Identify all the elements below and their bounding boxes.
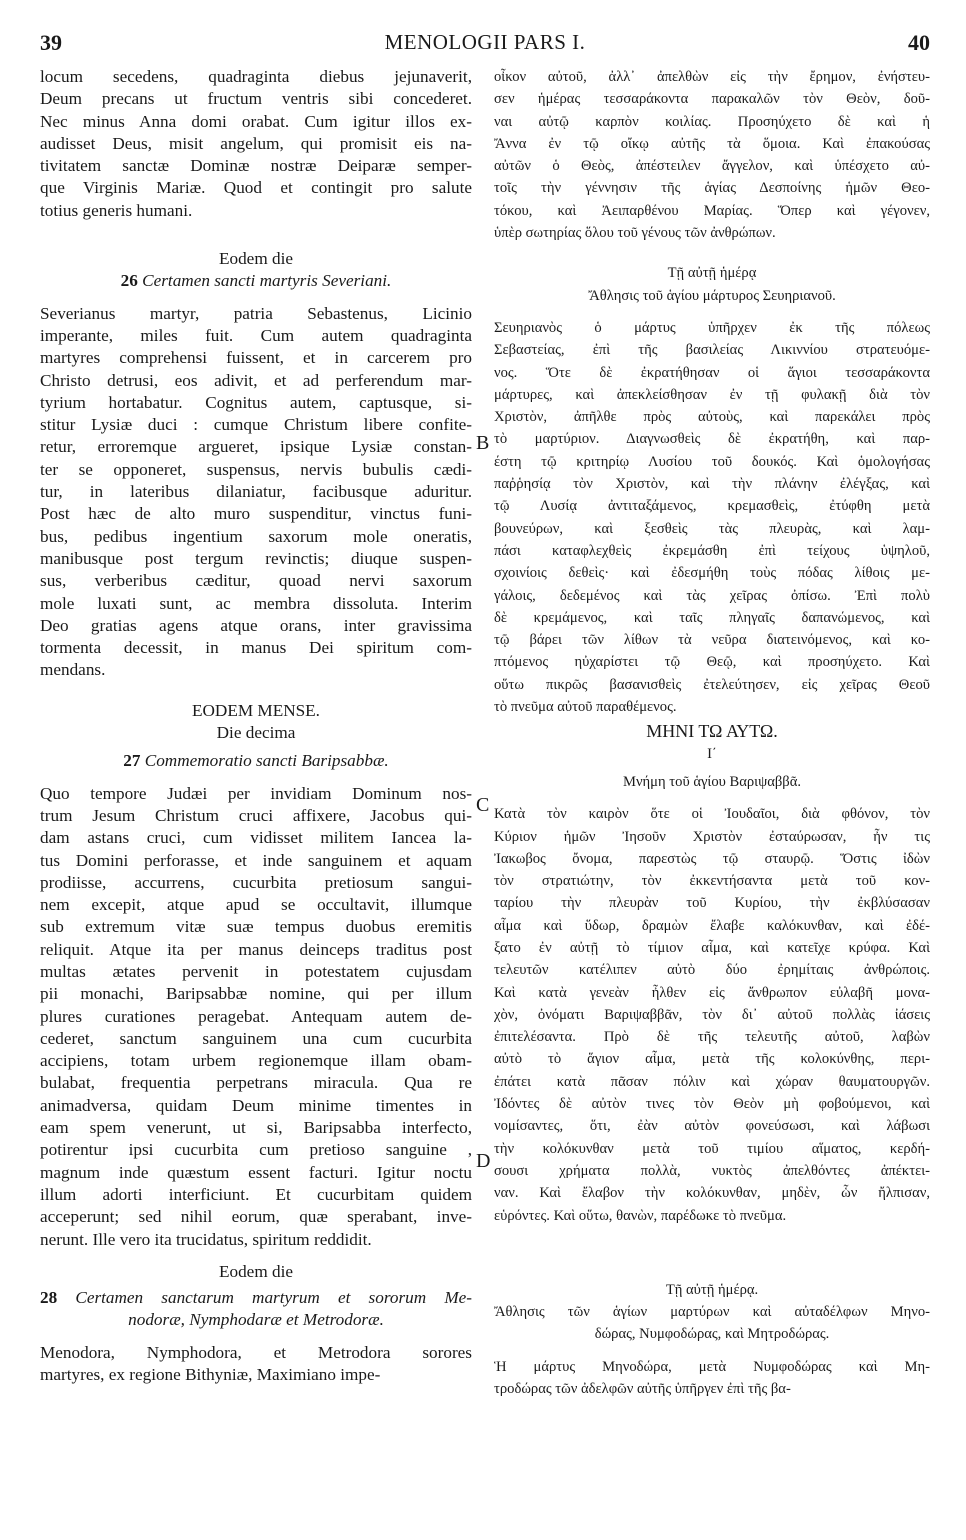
latin-line: bulabat, frequentia perpetrans miracula. Qua re — [40, 1073, 472, 1093]
latin-line: retur, erroremque argueret, ipsique Lysiæ constan- — [40, 437, 472, 457]
greek-line: τῷ Λυσίᾳ ἀντιταξάμενος, κρεμασθεὶς, ἐτύφθη μετὰ — [494, 498, 930, 515]
spacer — [40, 293, 472, 303]
latin-line: ter se opponeret, suspensus, nervis bubulis cædi- — [40, 459, 472, 479]
greek-line: οἶκον αὐτοῦ, ἀλλ᾽ ἀπελθὼν εἰς τὴν ἔρημον, ἐνήστευ- — [494, 69, 930, 85]
section-heading — [40, 1287, 472, 1309]
greek-line: Ἰακωβος ὄνομα, παρεστὼς τῷ σταυρῷ. Ὅστις ἰδὼν — [494, 850, 930, 867]
latin-line: dam astans cruci, cum vidisset militem Iancea la- — [40, 828, 472, 848]
latin-line: que Virginis Mariæ. Quod et contingit pro salute — [40, 178, 472, 198]
section-title: Commemoratio sancti Baripsabbæ. — [144, 751, 389, 771]
greek-column — [494, 66, 930, 1400]
spacer — [494, 244, 930, 262]
section-title: nodoræ, Nymphodaræ et Metrodoræ. — [128, 1310, 384, 1330]
greek-line: σεν ἡμέρας τεσσαράκοντα παρακαλῶν τὸν Θεὸν, δοῦ- — [494, 91, 930, 108]
latin-line: tivitatem sanctæ Dominæ nostræ Deiparæ semper- — [40, 156, 472, 176]
latin-line: tyrium hortabatur. Cognitus autem, captusque, si- — [40, 392, 472, 412]
greek-line: βουνεύρων, καὶ ξεσθεὶς τὰς πλευρὰς, καὶ λαμ- — [494, 520, 930, 537]
latin-line: trum Jesum Christum cruci affixere, Jacobus qui- — [40, 805, 472, 825]
spacer — [40, 222, 472, 248]
month-heading: EODEM MENSE. — [192, 700, 320, 720]
latin-line: stitur Lysiæ duci : cumque Christum libere confite- — [40, 415, 472, 435]
greek-line: γάλοις, δεδεμένος καὶ τὰς χεῖρας ὀπίσω. Ἐπὶ πολὺ — [494, 587, 930, 604]
latin-line: totius generis humani. — [40, 200, 193, 220]
day-heading: Die decima — [216, 723, 296, 743]
margin-letter-c: C — [476, 794, 490, 816]
greek-line: Χριστὸν, ἀπῆλθε πρὸς αὐτοὺς, καὶ παρεκάλει πρὸς — [494, 409, 930, 426]
section-title: Μνήμη τοῦ ἁγίου Βαριψαββᾶ. — [622, 773, 802, 790]
greek-line: τὸν στρατιώτην, τὸν ἐκκεντήσαντα μετὰ τοῦ κον- — [494, 873, 930, 890]
greek-line: Ἡ μάρτυς Μηνοδώρα, μετὰ Νυμφοδώρας καὶ Μη- — [494, 1358, 930, 1375]
latin-line: tus Domini perforasse, et inde sanguinem et aquam — [40, 850, 472, 870]
margin-letter-b: B — [476, 432, 490, 454]
section-heading — [40, 750, 472, 772]
greek-line: ἐπάτει κατὰ πᾶσαν πόλιν καὶ χώραν θαυματουργῶν. — [494, 1073, 930, 1090]
running-title: MENOLOGII PARS I. — [384, 30, 586, 54]
section-number: 28 — [40, 1288, 58, 1308]
spacer — [494, 1346, 930, 1356]
spacer — [494, 1253, 930, 1279]
latin-line: martyres, ex regione Bithyniæ, Maximiano impe- — [40, 1365, 381, 1385]
greek-line: τελευτῶν κατέλιπεν αὐτὸ δύο ἐρημίταις ἀνθρώποις. — [494, 962, 930, 979]
greek-line: έστη τῷ κριτηρίῳ Λυσίου τοῦ δουκός. Καὶ ὁμολογήσας — [494, 453, 930, 470]
greek-line: Καὶ κατὰ γενεὰν ἦλθεν εἰς ἄνθρωπον εὐλαβῆ μονα- — [494, 984, 930, 1001]
section-date: Eodem die — [219, 1261, 293, 1281]
latin-line: Nec minus Anna domi orabat. Cum igitur illos ex- — [40, 111, 472, 131]
latin-line: nerunt. Ille vero ita trucidatus, spiritum reddidit. — [40, 1229, 372, 1249]
latin-line: Menodora, Nymphodora, et Metrodora sorores — [40, 1342, 472, 1362]
spacer — [40, 1251, 472, 1261]
greek-line: τῷ βάρει τῶν λίθων τὰ νεῦρα διατεινόμενος, καὶ κο- — [494, 632, 930, 649]
greek-line: ναν. Καὶ ἔλαβον τὴν κολόκυνθαν, μηδὲν, ὧν ἤλπισαν, — [494, 1185, 930, 1202]
greek-line: Ἄννα ἐν τῷ οἴκῳ αὐτῆς τὰ ὅμοια. Καὶ ἐπακούσας — [494, 135, 930, 152]
latin-line: magnum inde quæstum essent facturi. Igitur noctu — [40, 1162, 472, 1182]
latin-column — [40, 66, 472, 1386]
month-heading: ΜΗΝΙ ΤΩ ΑΥΤΩ. — [646, 721, 778, 742]
greek-line: πτόμενος ηὐχαρίστει τῷ Θεῷ, καὶ προσηύχετο. Καὶ — [494, 654, 930, 671]
latin-line: reliquit. Atque ita per manus deinceps traditus post — [40, 939, 472, 959]
page-number-right: 40 — [908, 30, 930, 55]
section-date: Τῇ αὐτῇ ἡμέρᾳ — [667, 265, 757, 282]
greek-line: τροδώρας τῶν ἀδελφῶν αὐτῆς ὑπῆργεν ἐπὶ τῆς βα- — [494, 1381, 791, 1398]
greek-line: αὐτῶν ὁ Θεὸς, ἀπέστειλεν ἄγγελον, καὶ ὑπέσχετο αὐ- — [494, 158, 930, 175]
latin-line: nem excepit, atque apud se occultavit, illumque — [40, 895, 472, 915]
latin-line: mole luxati sunt, ac membra dissoluta. Interim — [40, 593, 472, 613]
latin-line: sus, verberibus cæditur, quoad nervi saxorum — [40, 571, 472, 591]
greek-line: ἐπιτελέσαντα. Πρὸ δὲ τῆς τελευτῆς αὐτοῦ, λαβὼν — [494, 1029, 930, 1046]
latin-line: Quo tempore Judæi per invidiam Dominum nos- — [40, 783, 472, 803]
latin-line: potirentur ipsi cucurbita cum pretioso sanguine , — [40, 1140, 472, 1160]
greek-line: σουσι χρήματα πολλὰ, νυκτὸς ἀπελθόντες ἀπέκτει- — [494, 1162, 930, 1179]
greek-line: νομίσαντες, ὅτι, ἐὰν αὐτὸν φονεύσωσι, καὶ λάβωσι — [494, 1118, 930, 1135]
latin-line: accipiens, totam urbem regionemque illam obam- — [40, 1051, 472, 1071]
greek-line: τόκου, καὶ Ἀειπαρθένου Μαρίας. Ὅπερ καὶ γέγονεν, — [494, 202, 930, 219]
greek-line: μάρτυρες, καὶ ἀπεκλείσθησαν ἐν τῇ φυλακῇ διὰ τὸν — [494, 386, 930, 403]
section-title: Certamen sanctarum martyrum et sororum Me- — [75, 1288, 472, 1308]
latin-line: audisset Deus, misit angelum, qui promisit eis na- — [40, 133, 472, 153]
greek-line: τὴν κολόκυνθαν μετὰ τοῦ τιμίου αἵματος, κερδή- — [494, 1140, 930, 1157]
greek-line: τὸ μαρτύριον. Διαγνωσθεὶς δὲ ἐκρατήθη, καὶ παρ- — [494, 431, 930, 448]
greek-line: τοῖς τὴν γέννησιν τῆς ἁγίας Δεσποίνης ἡμῶν Θεο- — [494, 180, 930, 197]
latin-line: Post hæc de alto muro suspenditur, vinctus funi- — [40, 504, 472, 524]
greek-line: ξατο ἐν αὐτῇ τὸ τίμιον αἷμα, καὶ κατεῖχε κρύφα. Καὶ — [494, 939, 930, 956]
latin-line: cederet, sanctum sanguinem una cum cucurbita — [40, 1028, 472, 1048]
greek-line: αὐτὸ τὸ ἅγιον αἷμα, μετὰ τῆς κολοκύνθης, περι- — [494, 1051, 930, 1068]
day-heading: Ι΄ — [707, 745, 717, 762]
latin-line: plures curationes peragebat. Antequam autem de- — [40, 1006, 472, 1026]
margin-letter-d: D — [476, 1150, 491, 1172]
greek-line: τὸ πνεῦμα αὐτοῦ παραθέμενος. — [494, 699, 677, 716]
section-title: Ἄθλησις τῶν ἁγίων μαρτύρων καὶ αὐταδέλφων Μηνο- — [494, 1304, 930, 1321]
spacer — [40, 773, 472, 783]
section-date: Eodem die — [219, 249, 293, 269]
latin-line: pii monachi, Baripsabbæ nomine, qui per illum — [40, 984, 472, 1004]
latin-line: tur, in lateribus dilaniatur, facibusque aduritur. — [40, 482, 472, 502]
latin-line: sub extremum vitæ suæ tempus duobus eremitis — [40, 917, 472, 937]
greek-line: δὲ κρεμάμενος, καὶ ταῖς πληγαῖς δαπανώμενος, καὶ — [494, 609, 930, 626]
spacer — [494, 307, 930, 317]
latin-line: Deo gratias agens atque orans, inter gravissima — [40, 615, 472, 635]
greek-line: Κατὰ τὸν καιρὸν ὅτε οἱ Ἰουδαῖοι, διὰ φθόνον, τὸν — [494, 806, 930, 823]
latin-line: tormenta decessit, in manus Dei spiritum com- — [40, 638, 472, 658]
latin-line: imperante, miles fuit. Cum autem quadraginta — [40, 325, 472, 345]
greek-line: Σεβαστείας, ἐπὶ τῆς βασιλείας Λικιννίου στρατευόμε- — [494, 342, 930, 359]
greek-line: Κύριον ἡμῶν Ἰησοῦν Χριστὸν ἐσταύρωσαν, ἦν τις — [494, 828, 930, 845]
section-heading — [40, 270, 472, 292]
section-number: 26 — [120, 271, 138, 291]
section-title: Ἄθλησις τοῦ ἁγίου μάρτυρος Σευηριανοῦ. — [588, 287, 836, 304]
latin-line: Severianus martyr, patria Sebastenus, Licinio — [40, 303, 472, 323]
greek-line: οὕτω πικρῶς βασανισθεὶς ἐτελεύτησεν, εἰς χεῖρας Θεοῦ — [494, 676, 930, 693]
latin-line: animadversa, quidam Deum minime timentes in — [40, 1095, 472, 1115]
section-title: δώρας, Νυμφοδώρας, καὶ Μητροδώρας. — [594, 1326, 830, 1343]
latin-line: bus, pedibus ingentium saxorum mole oneratis, — [40, 526, 472, 546]
latin-line: manibusque post tergum revinctis; diuque suspen- — [40, 548, 472, 568]
greek-line: ὑπὲρ σωτηρίας ὅλου τοῦ γένους τῶν ἀνθρώπων. — [494, 225, 776, 242]
greek-line: σχοινίοις δεθεὶς· καὶ ἐδεσμήθη τοὺς πόδας λίθοις με- — [494, 565, 930, 582]
section-date: Τῇ αὐτῇ ἡμέρᾳ. — [665, 1281, 759, 1298]
latin-line: acceperunt; sed nihil eorum, quæ sperabant, inve- — [40, 1207, 472, 1227]
page-header — [40, 30, 930, 60]
greek-line: παῤῥησίᾳ τὸν Χριστὸν, καὶ τὴν πλάνην ἐλέγξας, καὶ — [494, 476, 930, 493]
greek-line: ναι αὐτῷ καρπὸν κοιλίας. Προσηύχετο δὲ καὶ ἡ — [494, 113, 930, 130]
section-number: 27 — [123, 751, 141, 771]
spacer — [40, 682, 472, 700]
greek-line: Ἰδόντες δὲ αὐτὸν τινες τὸν Θεὸν μὴ φοβούμενοι, καὶ — [494, 1096, 930, 1113]
page-number-left: 39 — [40, 30, 62, 55]
greek-line: ταρίου τὴν πλευρὰν τοῦ Κυρίου, τὴν ἐκβλύσασαν — [494, 895, 930, 912]
latin-line: prodiisse, accurrens, cucurbita pretiosum sangui- — [40, 872, 472, 892]
greek-line: εὑρόντες. Καὶ οὕτω, θανὼν, παρέδωκε τὸ πνεῦμα. — [494, 1207, 787, 1224]
latin-line: illum adorti interficiunt. Et cucurbitam quidem — [40, 1184, 472, 1204]
greek-line: χὸν, ὀνόματι Βαριψαββᾶν, τὸν δι᾽ αὐτοῦ πολλὰς ἰάσεις — [494, 1006, 930, 1023]
greek-line: νος. Ὅτε δὲ ἐκρατήθησαν οἱ ἅγιοι τεσσαράκοντα — [494, 364, 930, 381]
spacer — [494, 793, 930, 803]
latin-line: multas ætates pervenit in potestatem cujusdam — [40, 961, 472, 981]
spacer — [40, 1332, 472, 1342]
spacer — [494, 1227, 930, 1253]
section-title: Certamen sancti martyris Severiani. — [142, 271, 392, 291]
greek-line: αἷμα καὶ ὕδωρ, δραμὼν ἔλαβε καλόκυνθαν, καὶ ἐδέ- — [494, 917, 930, 934]
latin-line: Christo detrusi, eos adivit, et ad perferendum mar- — [40, 370, 472, 390]
latin-line: locum secedens, quadraginta diebus jejunaverit, — [40, 67, 472, 86]
latin-line: eam spem venerunt, ut si, Baripsabba interfecto, — [40, 1118, 472, 1138]
greek-line: πάσι καταφλεχθεὶς ἐκρεμάσθη ἐπὶ τείχους ὑψηλοῦ, — [494, 542, 930, 559]
greek-line: Σευηριανὸς ὁ μάρτυς ὑπῆρχεν ἐκ τῆς πόλεως — [494, 319, 930, 336]
latin-line: martyres comprehensi fuissent, et in carcerem pro — [40, 348, 472, 368]
latin-line: mendans. — [40, 660, 106, 680]
latin-line: Deum precans ut fructum ventris sibi concederet. — [40, 89, 472, 109]
